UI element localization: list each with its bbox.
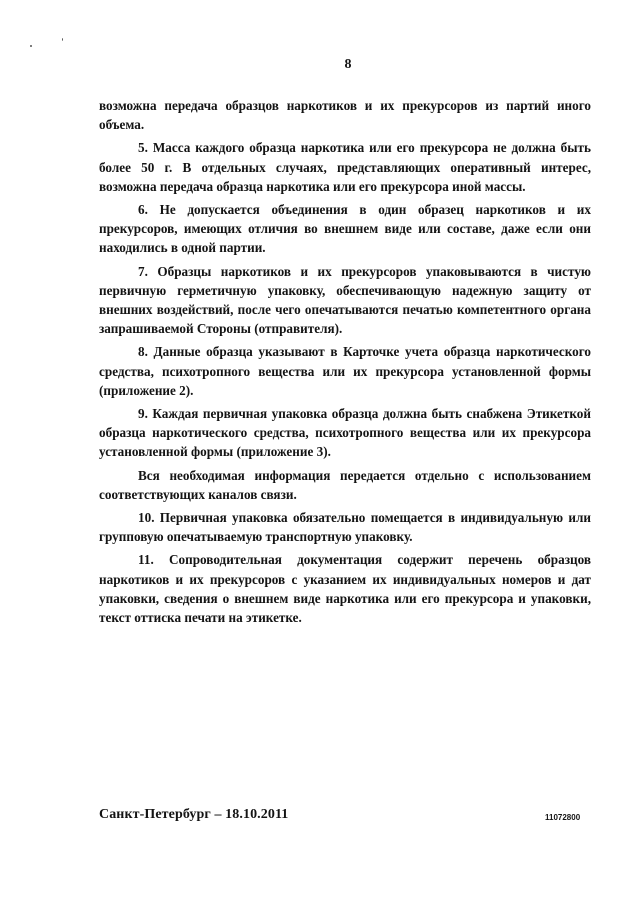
paragraph-item-11: 11. Сопроводительная документация содержит перечень образцов наркотиков и их прекурсоров с указанием их индивидуальных номеров и дат упаковки, сведения о внешнем виде наркотика или его прекурсора и упаковки, текст оттиска печати на этикетке. [99, 552, 591, 626]
paragraph-continuation: возможна передача образцов наркотиков и их прекурсоров из партий иного объема. [99, 98, 591, 133]
scan-speck [30, 45, 32, 47]
paragraph-item-6: 6. Не допускается объединения в один образец наркотиков и их прекурсоров, имеющих отличия во внешнем виде или составе, даже если они находились в одной партии. [99, 202, 591, 256]
paragraph-item-5: 5. Масса каждого образца наркотика или его прекурсора не должна быть более 50 г. В отдельных случаях, представляющих оперативный интерес, возможна передача образца наркотика или его прекурсора иной массы. [99, 140, 591, 194]
scan-speck [62, 38, 63, 41]
paragraph-item-8: 8. Данные образца указывают в Карточке учета образца наркотического средства, психотропного вещества или их прекурсора установленной формы (приложение 2). [99, 344, 591, 398]
page-number: 8 [344, 57, 352, 72]
document-body [99, 96, 591, 631]
paragraph-item-10: 10. Первичная упаковка обязательно помещается в индивидуальную или групповую опечатываемую транспортную упаковку. [99, 510, 591, 545]
paragraph-info-note: Вся необходимая информация передается отдельно с использованием соответствующих каналов связи. [99, 467, 591, 502]
paragraph-item-7: 7. Образцы наркотиков и их прекурсоров упаковываются в чистую первичную герметичную упаковку, обеспечивающую надежную защиту от внешних воздействий, после чего опечатываются печатью компетентного органа запрашиваемой Стороны (отправителя). [99, 263, 591, 337]
paragraph-item-9: 9. Каждая первичная упаковка образца должна быть снабжена Этикеткой образца наркотического средства, психотропного вещества или их прекурсора установленной формы (приложение 3). [99, 406, 591, 460]
footer-document-code: 11072800 [545, 813, 581, 822]
footer-place-date: Санкт-Петербург – 18.10.2011 [99, 807, 289, 822]
